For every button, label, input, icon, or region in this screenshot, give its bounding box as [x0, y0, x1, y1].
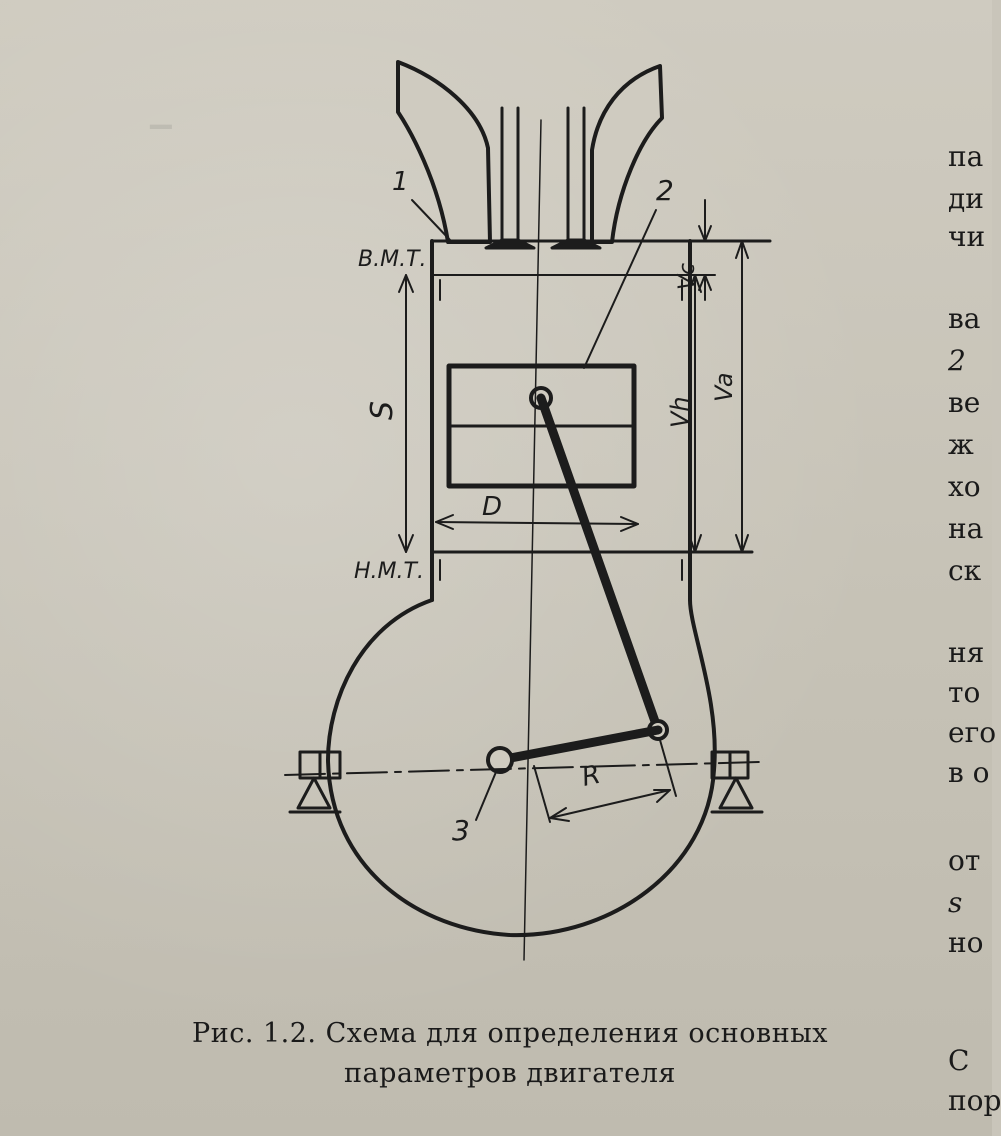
- label-vc: Vc: [675, 262, 700, 290]
- label-vh: Vh: [666, 396, 694, 428]
- side-fragment: от: [948, 844, 981, 877]
- side-fragment: его: [948, 716, 997, 749]
- caption-line-2: параметров двигателя: [344, 1058, 676, 1089]
- crank-arm: [500, 730, 658, 760]
- label-va: Va: [710, 372, 738, 402]
- side-fragment: на: [948, 512, 984, 545]
- intake-port: [398, 62, 490, 242]
- side-fragment: па: [948, 140, 984, 173]
- intake-valve: [486, 108, 534, 248]
- side-fragment: ня: [948, 636, 985, 669]
- side-fragment: пор: [948, 1084, 1001, 1117]
- side-fragment: ва: [948, 302, 981, 335]
- side-fragment: ди: [948, 182, 984, 215]
- caption-line-1: Рис. 1.2. Схема для определения основных: [192, 1018, 828, 1049]
- side-fragment: s: [948, 886, 963, 919]
- right-margin-text: [948, 120, 1001, 1136]
- leader-3: [476, 772, 496, 820]
- shaft-axis: [285, 762, 760, 775]
- label-stroke: S: [365, 400, 400, 420]
- label-tdc: В.М.Т.: [358, 247, 427, 272]
- side-fragment: ж: [948, 428, 974, 461]
- label-part-3: 3: [452, 814, 470, 847]
- connecting-rod: [541, 398, 658, 730]
- side-fragment: в о: [948, 756, 990, 789]
- bore-dimension: [436, 515, 638, 531]
- label-radius: R: [579, 759, 604, 793]
- side-fragment: ск: [948, 554, 982, 587]
- side-fragment: С: [948, 1044, 970, 1077]
- side-fragment: но: [948, 926, 984, 959]
- stroke-dimension: [399, 275, 413, 552]
- side-fragment: хо: [948, 470, 981, 503]
- figure-caption: [120, 1014, 900, 1094]
- side-fragment: 2: [948, 344, 966, 377]
- side-fragment: то: [948, 676, 981, 709]
- right-bearing: [712, 752, 762, 812]
- side-fragment: ве: [948, 386, 981, 419]
- bleed-through-text: ▁: [150, 96, 172, 129]
- label-part-2: 2: [656, 174, 674, 207]
- label-bore: D: [482, 492, 503, 522]
- label-part-1: 1: [392, 167, 409, 197]
- side-fragment: чи: [948, 220, 986, 253]
- vc-dimension: [699, 200, 711, 300]
- exhaust-port: [592, 66, 662, 242]
- label-bdc: Н.М.Т.: [354, 559, 424, 584]
